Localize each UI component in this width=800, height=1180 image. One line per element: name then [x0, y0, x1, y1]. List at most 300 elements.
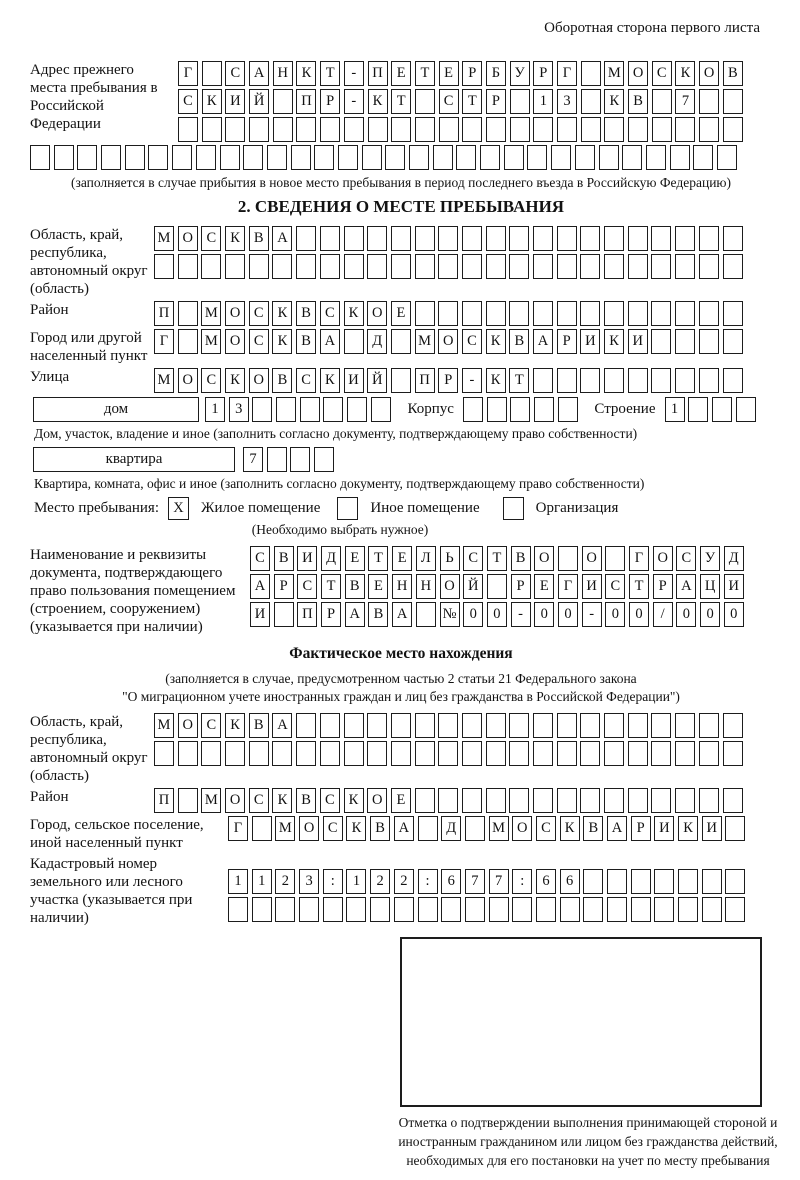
- form-cell: А: [249, 61, 269, 86]
- form-cell: [178, 788, 198, 813]
- prev-address-note: (заполняется в случае прибытия в новое место пребывания в период последнего въезда в Российскую Федерацию): [70, 175, 732, 190]
- form-cell: П: [415, 368, 435, 393]
- form-cell: [252, 816, 272, 841]
- form-cell: [702, 897, 722, 922]
- form-cell: Г: [154, 329, 174, 354]
- prev-address-row-3: [178, 117, 747, 142]
- form-cell: 3: [557, 89, 577, 114]
- form-cell: [178, 329, 198, 354]
- form-cell: И: [724, 574, 744, 599]
- form-cell: Т: [415, 61, 435, 86]
- form-cell: [699, 329, 719, 354]
- form-cell: [651, 301, 671, 326]
- form-cell: [604, 741, 624, 766]
- form-cell: А: [345, 602, 365, 627]
- form-cell: [699, 89, 719, 114]
- form-cell: -: [344, 61, 364, 86]
- form-cell: С: [676, 546, 696, 571]
- form-cell: -: [344, 89, 364, 114]
- form-cell: [415, 301, 435, 326]
- form-cell: М: [489, 816, 509, 841]
- form-cell: [296, 741, 316, 766]
- form-cell: [693, 145, 713, 170]
- form-cell: К: [604, 89, 624, 114]
- form-cell: [487, 574, 507, 599]
- cadastral-row-1: [228, 869, 749, 894]
- form-cell: 0: [605, 602, 625, 627]
- form-cell: [391, 368, 411, 393]
- form-cell: [651, 368, 671, 393]
- actual-region-rows: [154, 713, 746, 766]
- form-cell: [725, 816, 745, 841]
- form-cell: [296, 713, 316, 738]
- form-cell: [628, 254, 648, 279]
- form-cell: [652, 89, 672, 114]
- form-cell: :: [323, 869, 343, 894]
- form-cell: [30, 145, 50, 170]
- form-cell: [712, 397, 732, 422]
- form-cell: Е: [391, 788, 411, 813]
- form-cell: Р: [462, 61, 482, 86]
- form-cell: [675, 226, 695, 251]
- form-cell: [651, 254, 671, 279]
- form-cell: [654, 897, 674, 922]
- form-cell: [725, 897, 745, 922]
- stay-type-row: [34, 497, 772, 520]
- form-cell: [415, 254, 435, 279]
- form-cell: 1: [346, 869, 366, 894]
- form-cell: А: [272, 713, 292, 738]
- residential-label: Жилое помещение: [201, 500, 321, 516]
- form-cell: О: [512, 816, 532, 841]
- form-cell: С: [201, 226, 221, 251]
- form-cell: [723, 226, 743, 251]
- form-cell: [154, 254, 174, 279]
- form-cell: [252, 397, 272, 422]
- form-cell: [416, 602, 436, 627]
- form-cell: [557, 254, 577, 279]
- form-cell: Е: [534, 574, 554, 599]
- apartment-type-box: квартира: [33, 447, 235, 472]
- form-cell: К: [225, 226, 245, 251]
- form-cell: [323, 397, 343, 422]
- actual-district-label: Район: [30, 789, 69, 805]
- form-cell: [557, 226, 577, 251]
- form-cell: С: [250, 546, 270, 571]
- form-cell: И: [580, 329, 600, 354]
- form-cell: В: [723, 61, 743, 86]
- form-cell: П: [368, 61, 388, 86]
- form-cell: [580, 741, 600, 766]
- city-row: [154, 329, 746, 354]
- form-cell: С: [323, 816, 343, 841]
- form-cell: [580, 788, 600, 813]
- form-cell: К: [604, 329, 624, 354]
- form-cell: [391, 329, 411, 354]
- form-cell: А: [533, 329, 553, 354]
- form-cell: К: [272, 329, 292, 354]
- form-cell: О: [440, 574, 460, 599]
- form-cell: В: [628, 89, 648, 114]
- form-cell: [391, 117, 411, 142]
- form-cell: С: [297, 574, 317, 599]
- form-cell: [675, 117, 695, 142]
- form-cell: [314, 145, 334, 170]
- form-cell: 3: [229, 397, 249, 422]
- form-cell: [580, 301, 600, 326]
- form-cell: [509, 301, 529, 326]
- form-cell: [225, 741, 245, 766]
- actual-region-row-1: [154, 713, 746, 738]
- form-cell: Д: [441, 816, 461, 841]
- form-cell: М: [275, 816, 295, 841]
- form-cell: Ц: [700, 574, 720, 599]
- form-cell: [252, 897, 272, 922]
- form-cell: И: [702, 816, 722, 841]
- form-cell: [202, 61, 222, 86]
- street-row: [154, 368, 746, 393]
- form-cell: [509, 713, 529, 738]
- form-cell: [581, 117, 601, 142]
- form-cell: [533, 741, 553, 766]
- form-cell: №: [440, 602, 460, 627]
- form-cell: О: [225, 329, 245, 354]
- actual-region-field: [30, 713, 772, 785]
- form-cell: [274, 602, 294, 627]
- form-cell: С: [320, 788, 340, 813]
- form-cell: [678, 897, 698, 922]
- form-cell: [558, 397, 578, 422]
- form-cell: [367, 713, 387, 738]
- form-cell: [267, 447, 287, 472]
- form-cell: [249, 254, 269, 279]
- form-cell: [628, 788, 648, 813]
- form-cell: А: [676, 574, 696, 599]
- form-cell: [557, 788, 577, 813]
- city-label: Город или другой населенный пункт: [30, 330, 148, 364]
- form-cell: [486, 226, 506, 251]
- form-cell: О: [367, 788, 387, 813]
- region-rows: [154, 226, 746, 279]
- form-cell: [604, 254, 624, 279]
- form-cell: [583, 869, 603, 894]
- form-cell: [675, 301, 695, 326]
- form-cell: [536, 897, 556, 922]
- form-cell: [605, 546, 625, 571]
- cadastral-field: [30, 855, 772, 927]
- form-cell: В: [368, 602, 388, 627]
- form-cell: [675, 741, 695, 766]
- form-cell: [675, 254, 695, 279]
- form-cell: [371, 397, 391, 422]
- form-cell: [654, 869, 674, 894]
- form-cell: И: [250, 602, 270, 627]
- form-cell: К: [675, 61, 695, 86]
- form-cell: С: [249, 301, 269, 326]
- actual-location-title: Фактическое место нахождения: [289, 645, 513, 662]
- form-cell: В: [272, 368, 292, 393]
- form-cell: 1: [665, 397, 685, 422]
- prev-address-overflow-row: [30, 145, 772, 170]
- form-cell: [243, 145, 263, 170]
- house-type-box: дом: [33, 397, 199, 422]
- form-cell: [723, 301, 743, 326]
- form-cell: [723, 254, 743, 279]
- form-cell: У: [510, 61, 530, 86]
- form-cell: [699, 713, 719, 738]
- stamp-caption: Отметка о подтверждении выполнения принимающей стороной и иностранным гражданином или лицом без гражданства действий, необходимых для его постановки на учет по месту пребывания: [398, 1115, 778, 1168]
- form-cell: П: [154, 301, 174, 326]
- form-cell: Е: [391, 301, 411, 326]
- form-cell: [510, 89, 530, 114]
- form-cell: [486, 117, 506, 142]
- form-cell: Т: [368, 546, 388, 571]
- form-cell: И: [225, 89, 245, 114]
- form-cell: М: [154, 226, 174, 251]
- form-cell: [368, 117, 388, 142]
- form-cell: [456, 145, 476, 170]
- form-cell: [512, 897, 532, 922]
- form-cell: С: [225, 61, 245, 86]
- form-cell: О: [225, 788, 245, 813]
- form-cell: [486, 741, 506, 766]
- form-cell: [296, 254, 316, 279]
- form-cell: И: [628, 329, 648, 354]
- form-cell: С: [320, 301, 340, 326]
- form-cell: [441, 897, 461, 922]
- form-cell: [581, 89, 601, 114]
- district-row: [154, 301, 746, 326]
- form-cell: [338, 145, 358, 170]
- form-cell: К: [296, 61, 316, 86]
- form-cell: О: [249, 368, 269, 393]
- form-cell: Д: [367, 329, 387, 354]
- region-row-1: [154, 226, 746, 251]
- form-cell: [533, 301, 553, 326]
- form-cell: [699, 301, 719, 326]
- form-cell: К: [225, 713, 245, 738]
- form-cell: [533, 788, 553, 813]
- form-cell: 7: [489, 869, 509, 894]
- form-cell: [717, 145, 737, 170]
- form-cell: [486, 713, 506, 738]
- actual-region-row-2: [154, 741, 746, 766]
- form-cell: Т: [629, 574, 649, 599]
- form-cell: Л: [416, 546, 436, 571]
- form-cell: [385, 145, 405, 170]
- form-cell: [723, 741, 743, 766]
- form-cell: [557, 117, 577, 142]
- form-cell: [201, 254, 221, 279]
- form-cell: [367, 254, 387, 279]
- form-cell: А: [272, 226, 292, 251]
- form-cell: [604, 226, 624, 251]
- form-cell: [314, 447, 334, 472]
- form-cell: [580, 368, 600, 393]
- form-cell: А: [320, 329, 340, 354]
- form-cell: [77, 145, 97, 170]
- apartment-row: [33, 447, 772, 472]
- form-cell: [651, 226, 671, 251]
- form-cell: [651, 713, 671, 738]
- street-field: [30, 368, 772, 393]
- form-cell: [675, 788, 695, 813]
- form-cell: [604, 713, 624, 738]
- form-cell: 0: [534, 602, 554, 627]
- form-cell: [575, 145, 595, 170]
- stroenie-label: Строение: [594, 401, 656, 417]
- form-cell: [347, 397, 367, 422]
- form-cell: К: [346, 816, 366, 841]
- form-cell: В: [249, 713, 269, 738]
- form-cell: [391, 741, 411, 766]
- form-cell: К: [486, 368, 506, 393]
- form-cell: [178, 254, 198, 279]
- form-cell: В: [509, 329, 529, 354]
- page-header-note: Оборотная сторона первого листа: [544, 20, 760, 36]
- form-cell: [723, 368, 743, 393]
- form-cell: [651, 329, 671, 354]
- form-cell: [628, 226, 648, 251]
- form-cell: [675, 368, 695, 393]
- form-cell: К: [344, 301, 364, 326]
- form-cell: [534, 397, 554, 422]
- form-cell: В: [249, 226, 269, 251]
- form-cell: [699, 254, 719, 279]
- form-cell: [409, 145, 429, 170]
- form-cell: [604, 301, 624, 326]
- form-cell: [462, 117, 482, 142]
- form-cell: И: [654, 816, 674, 841]
- actual-city-row: [228, 816, 749, 841]
- form-cell: [367, 226, 387, 251]
- form-cell: [394, 897, 414, 922]
- form-cell: О: [225, 301, 245, 326]
- form-cell: [551, 145, 571, 170]
- form-cell: [504, 145, 524, 170]
- form-cell: [370, 897, 390, 922]
- cadastral-label: Кадастровый номер земельного или лесного участка (указывается при наличии): [30, 856, 193, 926]
- stay-type-note: (Необходимо выбрать нужное): [251, 522, 429, 537]
- form-cell: 0: [558, 602, 578, 627]
- form-cell: [486, 254, 506, 279]
- cadastral-row-2: [228, 897, 749, 922]
- form-cell: [101, 145, 121, 170]
- form-cell: [688, 397, 708, 422]
- form-cell: 0: [676, 602, 696, 627]
- prev-address-row-1: [178, 61, 747, 86]
- document-row-2: [250, 574, 747, 599]
- actual-location-note-1: (заполняется в случае, предусмотренном частью 2 статьи 21 Федерального закона: [165, 671, 637, 686]
- form-cell: [415, 713, 435, 738]
- form-cell: [723, 117, 743, 142]
- form-cell: М: [201, 301, 221, 326]
- form-cell: О: [438, 329, 458, 354]
- form-cell: К: [368, 89, 388, 114]
- form-cell: О: [628, 61, 648, 86]
- form-cell: [486, 301, 506, 326]
- form-cell: Б: [486, 61, 506, 86]
- form-cell: [675, 329, 695, 354]
- form-cell: [418, 897, 438, 922]
- prev-address-field: [30, 61, 772, 142]
- form-cell: Д: [724, 546, 744, 571]
- form-cell: [462, 788, 482, 813]
- form-cell: Т: [391, 89, 411, 114]
- form-cell: [462, 301, 482, 326]
- form-cell: [276, 397, 296, 422]
- form-cell: [225, 254, 245, 279]
- form-cell: [533, 713, 553, 738]
- form-cell: [433, 145, 453, 170]
- city-field: [30, 329, 772, 365]
- form-cell: Е: [345, 546, 365, 571]
- form-cell: [172, 145, 192, 170]
- form-cell: С: [249, 788, 269, 813]
- form-cell: [272, 254, 292, 279]
- form-cell: К: [560, 816, 580, 841]
- form-cell: [527, 145, 547, 170]
- form-cell: К: [202, 89, 222, 114]
- form-cell: Р: [653, 574, 673, 599]
- form-cell: [557, 301, 577, 326]
- other-premises-label: Иное помещение: [370, 500, 480, 516]
- korpus-label: Корпус: [407, 401, 454, 417]
- korpus-cells: [463, 397, 581, 422]
- form-cell: [320, 713, 340, 738]
- apartment-note: Квартира, комната, офис и иное (заполнить согласно документу, подтверждающему право собственности): [34, 476, 645, 491]
- document-rows: [250, 546, 747, 627]
- form-cell: [178, 741, 198, 766]
- form-cell: [486, 788, 506, 813]
- form-cell: [291, 145, 311, 170]
- form-cell: В: [296, 301, 316, 326]
- form-cell: О: [534, 546, 554, 571]
- form-cell: [675, 713, 695, 738]
- form-cell: Й: [367, 368, 387, 393]
- form-cell: А: [394, 816, 414, 841]
- form-cell: [290, 447, 310, 472]
- form-cell: [438, 254, 458, 279]
- stay-type-label: Место пребывания:: [34, 500, 159, 516]
- apartment-number-cells: [243, 447, 338, 472]
- form-cell: [438, 301, 458, 326]
- form-cell: [560, 897, 580, 922]
- form-cell: Е: [392, 546, 412, 571]
- form-cell: С: [463, 546, 483, 571]
- form-cell: [438, 788, 458, 813]
- form-cell: С: [249, 329, 269, 354]
- form-cell: [480, 145, 500, 170]
- form-cell: Ь: [440, 546, 460, 571]
- form-cell: [723, 788, 743, 813]
- form-cell: К: [678, 816, 698, 841]
- form-cell: [196, 145, 216, 170]
- form-cell: К: [320, 368, 340, 393]
- form-cell: Г: [228, 816, 248, 841]
- form-cell: С: [296, 368, 316, 393]
- form-cell: Г: [558, 574, 578, 599]
- form-cell: [465, 816, 485, 841]
- form-cell: [415, 226, 435, 251]
- form-cell: [201, 741, 221, 766]
- form-cell: [267, 145, 287, 170]
- form-cell: [510, 117, 530, 142]
- form-cell: К: [344, 788, 364, 813]
- form-cell: :: [512, 869, 532, 894]
- stroenie-cells: [665, 397, 760, 422]
- house-number-cells: [205, 397, 395, 422]
